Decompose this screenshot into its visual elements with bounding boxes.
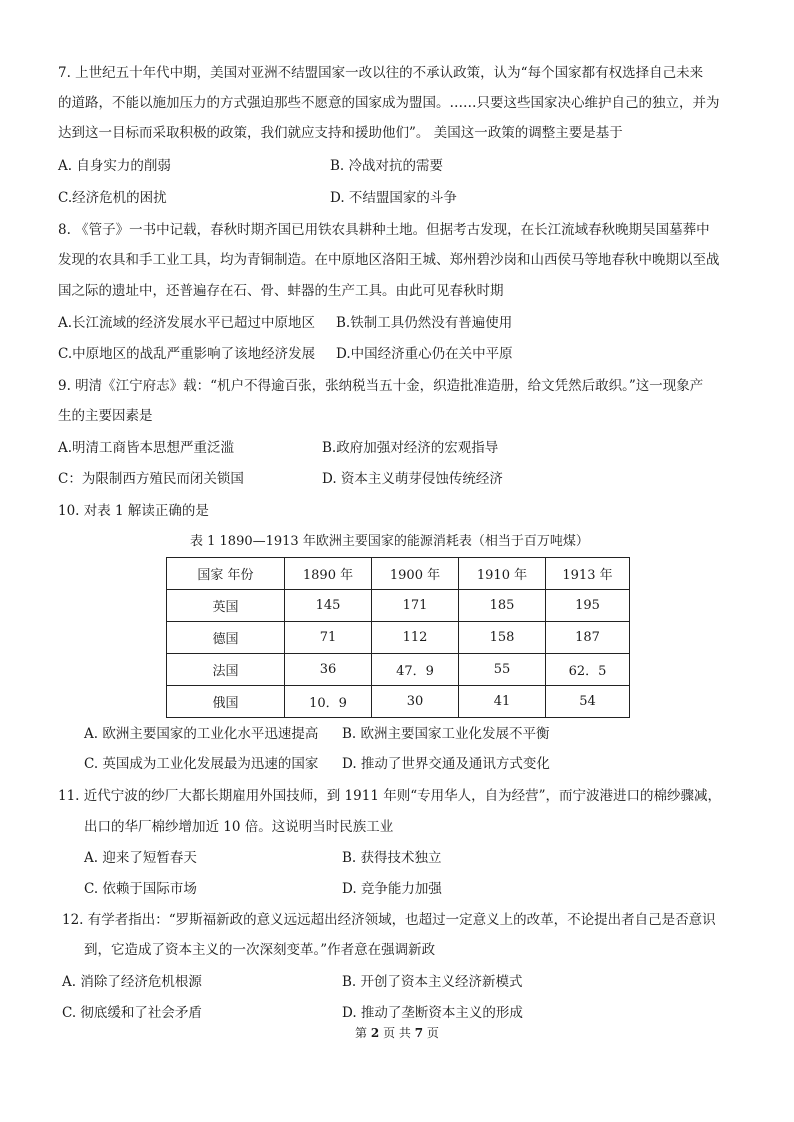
table-cell: 145 — [285, 590, 372, 622]
q12-line-2: 到，它造成了资本主义的一次深刻变革。”作者意在强调新政 — [84, 942, 436, 958]
table-cell: 158 — [459, 622, 546, 654]
table-cell: 俄国 — [167, 686, 285, 718]
table-row — [167, 654, 630, 686]
table-cell: 185 — [459, 590, 546, 622]
q10-option-b: B. 欧洲主要国家工业化发展不平衡 — [342, 726, 550, 742]
table-cell: 171 — [372, 590, 459, 622]
q9-line-1: 9. 明清《江宁府志》载：“机户不得逾百张，张纳税当五十金，织造批准造册，给文凭然后敢织。”这一现象产 — [58, 378, 704, 394]
q8-line-3: 国之际的遗址中，还普遍存在石、骨、蚌器的生产工具。由此可见春秋时期 — [58, 283, 504, 299]
q11-line-2: 出口的华厂棉纱增加近 10 倍。这说明当时民族工业 — [84, 819, 394, 835]
q11-line-1: 11. 近代宁波的纱厂大都长期雇用外国技师，到 1911 年则“专用华人，自为经营”，而宁波港进口的棉纱骤减， — [58, 788, 722, 804]
table-caption: 表 1 1890—1913 年欧洲主要国家的能源消耗表（相当于百万吨煤） — [190, 534, 589, 549]
q10-option-c: C. 英国成为工业化发展最为迅速的国家 — [84, 756, 319, 772]
q10-option-a: A. 欧洲主要国家的工业化水平迅速提高 — [84, 726, 319, 742]
footer-middle: 页 共 — [383, 1026, 411, 1040]
table-cell: 德国 — [167, 622, 285, 654]
table-cell: 30 — [372, 686, 459, 718]
q8-option-d: D.中国经济重心仍在关中平原 — [336, 346, 513, 362]
table-header-cell: 国家 年份 — [167, 558, 285, 590]
table-cell: 英国 — [167, 590, 285, 622]
table-row — [167, 686, 630, 718]
q12-option-a: A. 消除了经济危机根源 — [62, 974, 202, 990]
table-header-cell: 1913 年 — [546, 558, 630, 590]
footer-page-number: 2 — [370, 1026, 380, 1040]
footer-prefix: 第 — [355, 1026, 368, 1040]
q12-line-1: 12. 有学者指出：“罗斯福新政的意义远远超出经济领域，也超过一定意义上的改革，不论提出者自己是否意识 — [62, 912, 716, 928]
q11-option-d: D. 竞争能力加强 — [342, 881, 442, 897]
q10-option-d: D. 推动了世界交通及通讯方式变化 — [342, 756, 550, 772]
q12-option-d: D. 推动了垄断资本主义的形成 — [342, 1005, 523, 1021]
table-cell: 47．9 — [372, 654, 459, 686]
table-cell: 195 — [546, 590, 630, 622]
table-cell: 法国 — [167, 654, 285, 686]
q8-option-b: B.铁制工具仍然没有普遍使用 — [336, 315, 513, 331]
table-cell: 187 — [546, 622, 630, 654]
q8-option-c: C.中原地区的战乱严重影响了该地经济发展 — [58, 346, 316, 362]
table-row — [167, 590, 630, 622]
q12-option-c: C. 彻底缓和了社会矛盾 — [62, 1005, 202, 1021]
table-cell: 71 — [285, 622, 372, 654]
table-cell: 55 — [459, 654, 546, 686]
footer-suffix: 页 — [426, 1026, 439, 1040]
q9-option-a: A.明清工商皆本思想严重泛滥 — [58, 440, 235, 456]
q8-option-a: A.长江流域的经济发展水平已超过中原地区 — [58, 315, 316, 331]
table-row — [167, 622, 630, 654]
q12-option-b: B. 开创了资本主义经济新模式 — [342, 974, 523, 990]
q7-line-1: 7. 上世纪五十年代中期，美国对亚洲不结盟国家一改以往的不承认政策，认为“每个国家都有权选择自己未来 — [58, 65, 704, 81]
table-cell: 54 — [546, 686, 630, 718]
q11-option-a: A. 迎来了短暂春天 — [84, 850, 197, 866]
table-header-row — [167, 558, 630, 590]
q11-option-b: B. 获得技术独立 — [342, 850, 442, 866]
q7-line-3: 达到这一目标而采取积极的政策，我们就应支持和援助他们”。 美国这一政策的调整主要是基于 — [58, 125, 623, 141]
q7-option-a: A. 自身实力的削弱 — [58, 158, 171, 174]
q7-option-d: D. 不结盟国家的斗争 — [330, 190, 457, 206]
q8-line-2: 发现的农具和手工业工具，均为青铜制造。在中原地区洛阳王城、郑州碧沙岗和山西侯马等地春秋中晚期以至战 — [58, 252, 720, 268]
q9-option-d: D. 资本主义萌芽侵蚀传统经济 — [322, 471, 503, 487]
table-cell: 36 — [285, 654, 372, 686]
q9-option-c: C：为限制西方殖民而闭关锁国 — [58, 471, 244, 487]
q11-option-c: C. 依赖于国际市场 — [84, 881, 197, 897]
footer-total-pages: 7 — [414, 1026, 424, 1040]
table-header-cell: 1900 年 — [372, 558, 459, 590]
q7-option-b: B. 冷战对抗的需要 — [330, 158, 444, 174]
table-cell: 112 — [372, 622, 459, 654]
table-cell: 10．9 — [285, 686, 372, 718]
q9-option-b: B.政府加强对经济的宏观指导 — [322, 440, 499, 456]
q10-line-1: 10. 对表 1 解读正确的是 — [58, 503, 209, 519]
table-header-cell: 1910 年 — [459, 558, 546, 590]
q7-option-c: C.经济危机的困扰 — [58, 190, 167, 206]
table-cell: 41 — [459, 686, 546, 718]
energy-consumption-table — [166, 557, 630, 718]
table-header-cell: 1890 年 — [285, 558, 372, 590]
q9-line-2: 生的主要因素是 — [58, 408, 153, 424]
table-cell: 62．5 — [546, 654, 630, 686]
q7-line-2: 的道路，不能以施加压力的方式强迫那些不愿意的国家成为盟国。……只要这些国家决心维护自己的独立，并为 — [58, 95, 720, 111]
page-footer — [0, 1025, 794, 1041]
q8-line-1: 8. 《管子》一书中记载，春秋时期齐国已用铁农具耕种土地。但据考古发现，在长江流域春秋晚期吴国墓葬中 — [58, 222, 710, 238]
